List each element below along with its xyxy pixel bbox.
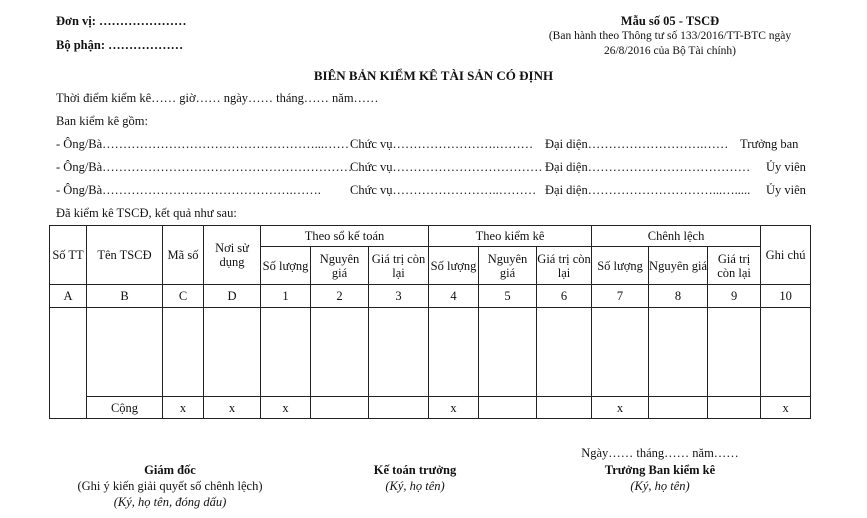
- total-cell: x: [761, 397, 811, 419]
- unit-field: Đơn vị: …………………: [56, 14, 187, 28]
- subheader-cost: Nguyên giá: [311, 247, 369, 285]
- header-group-count: Theo kiểm kê: [429, 226, 592, 247]
- total-cell: x: [592, 397, 649, 419]
- table-cell: [261, 308, 311, 397]
- board-label: Ban kiểm kê gồm:: [56, 114, 148, 128]
- index-cell: B: [87, 285, 163, 308]
- table-cell: [204, 308, 261, 397]
- table-cell: [761, 308, 811, 397]
- index-cell: 2: [311, 285, 369, 308]
- table-cell: [429, 308, 479, 397]
- member-name: - Ông/Bà……………………………………………...……: [56, 137, 350, 151]
- index-row: [50, 285, 811, 308]
- member-position: Chức vụ……………………..………: [350, 183, 537, 197]
- member-represent: Đại diện…………………………………: [545, 160, 751, 174]
- header-place: Nơi sử dụng: [204, 226, 261, 285]
- header-code: Mã số: [163, 226, 204, 285]
- director-note: (Ghi ý kiến giải quyết số chênh lệch): [77, 479, 263, 493]
- table-cell: [479, 308, 537, 397]
- index-cell: 5: [479, 285, 537, 308]
- director-block: [40, 462, 300, 510]
- total-cell: [649, 397, 708, 419]
- subheader-residual: Giá trị còn lại: [708, 247, 761, 285]
- table-cell: [87, 308, 163, 397]
- index-cell: 7: [592, 285, 649, 308]
- total-row: [50, 397, 811, 419]
- asset-inventory-table: [49, 225, 811, 419]
- table-cell: [163, 308, 204, 397]
- member-name: - Ông/Bà……………………………………………………: [56, 160, 353, 174]
- member-name: - Ông/Bà……………………………………….…….: [56, 183, 321, 197]
- issued-line-2: 26/8/2016 của Bộ Tài chính): [603, 45, 736, 57]
- subheader-residual: Giá trị còn lại: [369, 247, 429, 285]
- table-cell: [649, 308, 708, 397]
- index-cell: 9: [708, 285, 761, 308]
- index-cell: C: [163, 285, 204, 308]
- total-cell: [369, 397, 429, 419]
- index-cell: 1: [261, 285, 311, 308]
- index-cell: 4: [429, 285, 479, 308]
- member-position: Chức vụ…………………….………: [350, 137, 534, 151]
- subheader-residual: Giá trị còn lại: [537, 247, 592, 285]
- member-role: Trưởng ban: [740, 137, 799, 151]
- inventory-time-line: Thời điểm kiểm kê…… giờ…… ngày…… tháng…… năm……: [56, 91, 379, 105]
- subheader-cost: Nguyên giá: [649, 247, 708, 285]
- total-cell: [537, 397, 592, 419]
- table-cell: [311, 308, 369, 397]
- subheader-quantity: Số lượng: [592, 247, 649, 285]
- subheader-cost: Nguyên giá: [479, 247, 537, 285]
- total-cell: x: [261, 397, 311, 419]
- member-position: Chức vụ………………………………: [350, 160, 543, 174]
- member-represent: Đại diện…………………………...….....: [545, 183, 751, 197]
- total-cell: x: [204, 397, 261, 419]
- table-cell: [537, 308, 592, 397]
- member-role: Ủy viên: [766, 183, 806, 197]
- total-cell: x: [429, 397, 479, 419]
- issued-line-1: (Ban hành theo Thông tư số 133/2016/TT-BTC ngày: [548, 30, 792, 42]
- index-cell: 10: [761, 285, 811, 308]
- total-label: Cộng: [87, 397, 163, 419]
- accountant-block: [330, 462, 500, 494]
- table-cell: [592, 308, 649, 397]
- subheader-quantity: Số lượng: [429, 247, 479, 285]
- index-cell: 8: [649, 285, 708, 308]
- form-number: Mẫu số 05 - TSCĐ: [620, 14, 720, 28]
- inventory-head-block: [570, 462, 750, 494]
- table-cell: [50, 308, 87, 419]
- accountant-sign-hint: (Ký, họ tên): [385, 479, 445, 493]
- total-cell: [708, 397, 761, 419]
- total-cell: x: [163, 397, 204, 419]
- header-asset-name: Tên TSCĐ: [87, 226, 163, 285]
- index-cell: A: [50, 285, 87, 308]
- header-group-diff: Chênh lệch: [592, 226, 761, 247]
- table-cell: [369, 308, 429, 397]
- header-stt: Số TT: [50, 226, 87, 285]
- director-title: Giám đốc: [144, 463, 196, 477]
- index-cell: 6: [537, 285, 592, 308]
- subheader-quantity: Số lượng: [261, 247, 311, 285]
- table-cell: [708, 308, 761, 397]
- header-group-book: Theo sổ kế toán: [261, 226, 429, 247]
- index-cell: D: [204, 285, 261, 308]
- total-cell: [479, 397, 537, 419]
- index-cell: 3: [369, 285, 429, 308]
- header-note: Ghi chú: [761, 226, 811, 285]
- member-role: Ủy viên: [766, 160, 806, 174]
- total-cell: [311, 397, 369, 419]
- inventory-head-sign-hint: (Ký, họ tên): [630, 479, 690, 493]
- date-line: Ngày…… tháng…… năm……: [581, 446, 739, 460]
- result-label: Đã kiểm kê TSCĐ, kết quả như sau:: [56, 206, 237, 220]
- director-sign-hint: (Ký, họ tên, đóng dấu): [113, 495, 227, 509]
- document-title: BIÊN BẢN KIỂM KÊ TÀI SẢN CÓ ĐỊNH: [313, 68, 554, 83]
- accountant-title: Kế toán trưởng: [373, 463, 457, 477]
- member-represent: Đại diện……………………….……: [545, 137, 729, 151]
- inventory-head-title: Trưởng Ban kiểm kê: [604, 463, 716, 477]
- department-field: Bộ phận: ………………: [56, 38, 184, 52]
- blank-entry-row: [50, 308, 811, 397]
